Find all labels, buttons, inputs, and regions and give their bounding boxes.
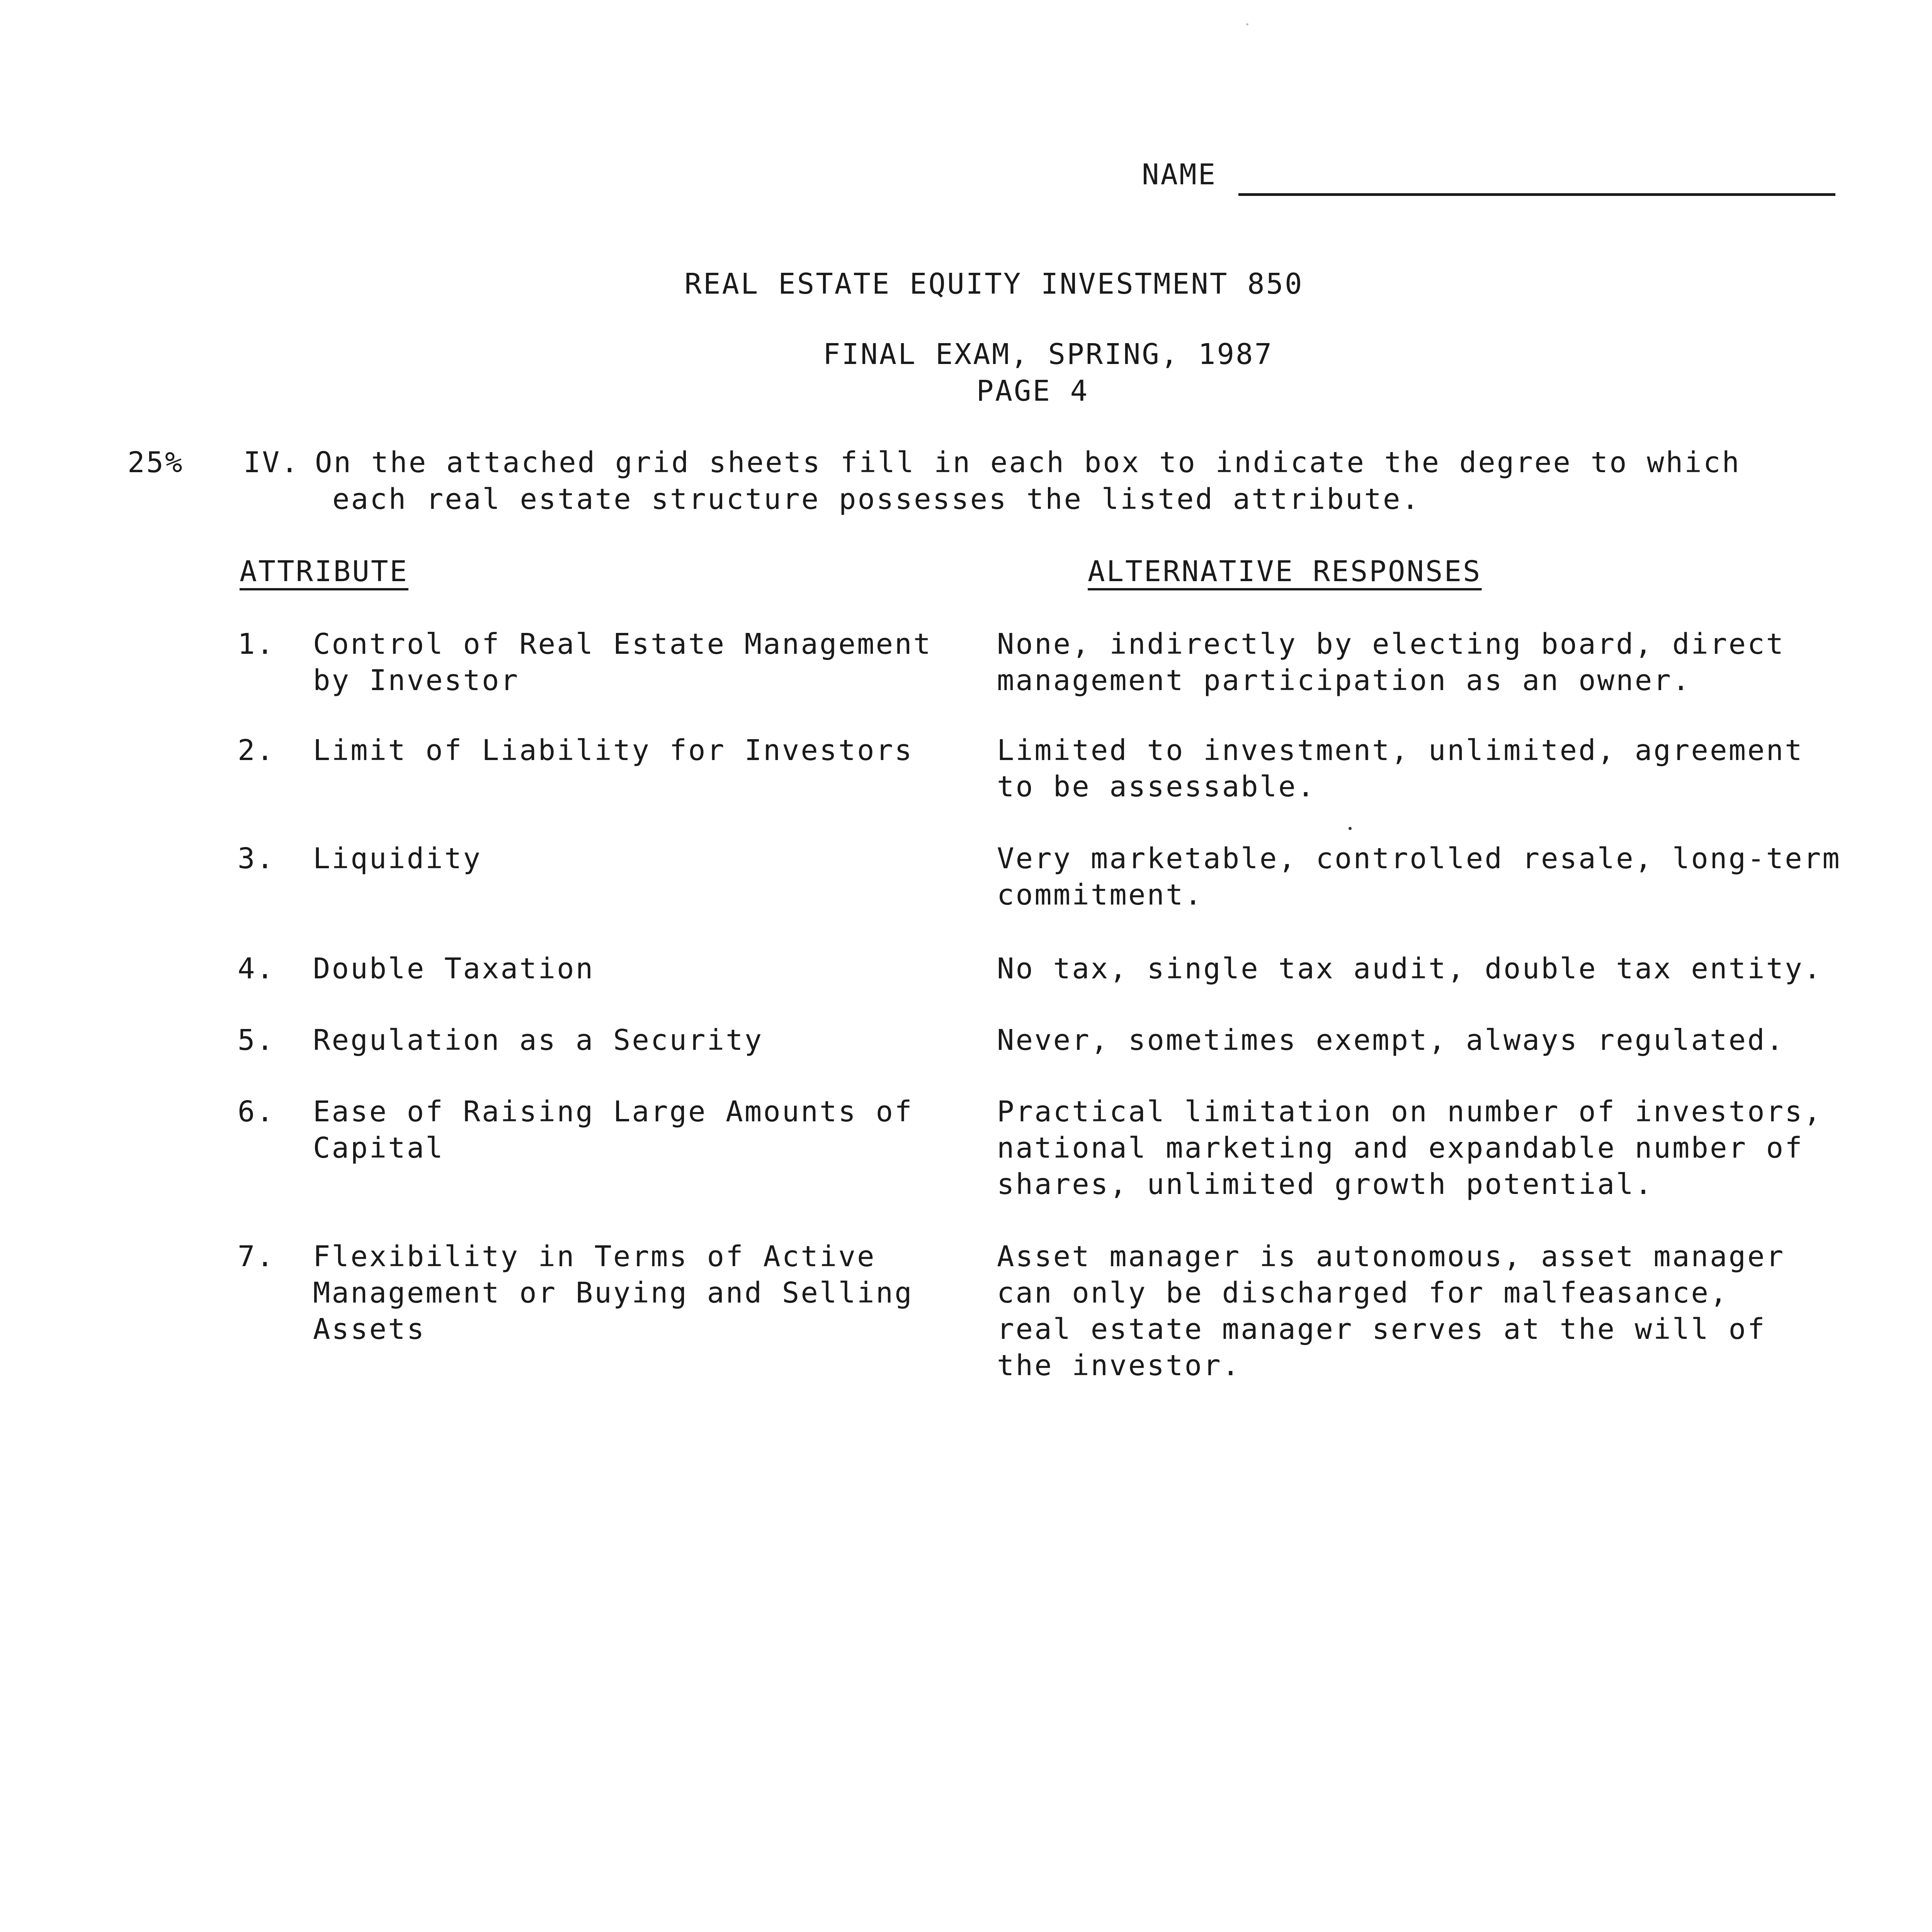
name-blank-line — [1238, 193, 1835, 196]
item-number: 7. — [238, 1240, 276, 1273]
item-attribute: Control of Real Estate Management by Investor — [313, 628, 932, 697]
item-attribute: Limit of Liability for Investors — [313, 734, 913, 767]
exam-title: FINAL EXAM, SPRING, 1987 — [823, 338, 1274, 371]
item-attribute: Ease of Raising Large Amounts of Capital — [313, 1095, 913, 1165]
question-number: IV. — [243, 446, 300, 479]
attribute-column-header: ATTRIBUTE — [240, 555, 408, 588]
item-number: 5. — [238, 1024, 276, 1057]
item-number: 2. — [238, 734, 276, 767]
item-number: 3. — [238, 842, 276, 875]
course-title: REAL ESTATE EQUITY INVESTMENT 850 — [684, 267, 1304, 301]
page-number: PAGE 4 — [976, 374, 1089, 408]
question-weight: 25% — [128, 446, 184, 479]
responses-column-header: ALTERNATIVE RESPONSES — [1088, 555, 1482, 588]
item-number: 1. — [238, 628, 276, 661]
item-number: 4. — [238, 952, 276, 985]
item-responses: Limited to investment, unlimited, agreement to be assessable. — [997, 734, 1804, 803]
item-attribute: Liquidity — [313, 842, 482, 875]
item-responses: No tax, single tax audit, double tax entity. — [997, 952, 1823, 985]
item-attribute: Flexibility in Terms of Active Management or Buying and Selling Assets — [313, 1240, 913, 1346]
item-responses: Very marketable, controlled resale, long-term commitment. — [997, 842, 1841, 912]
scan-speck — [1349, 827, 1352, 830]
name-label: NAME — [1142, 158, 1217, 191]
item-number: 6. — [238, 1095, 276, 1128]
item-responses: Practical limitation on number of investors, national marketing and expandable number of shares, unlimited growth potential. — [997, 1095, 1823, 1201]
item-responses: Never, sometimes exempt, always regulated. — [997, 1024, 1785, 1057]
item-responses: Asset manager is autonomous, asset manager can only be discharged for malfeasance, real estate manager serves at the will of the investor. — [997, 1240, 1785, 1382]
item-attribute: Regulation as a Security — [313, 1024, 764, 1057]
item-attribute: Double Taxation — [313, 952, 595, 985]
question-text-line-2: each real estate structure possesses the listed attribute. — [332, 483, 1421, 516]
question-text-line-1: On the attached grid sheets fill in each box to indicate the degree to which — [315, 446, 1741, 479]
item-responses: None, indirectly by electing board, direct management participation as an owner. — [997, 628, 1785, 697]
scan-speck — [1246, 23, 1248, 26]
